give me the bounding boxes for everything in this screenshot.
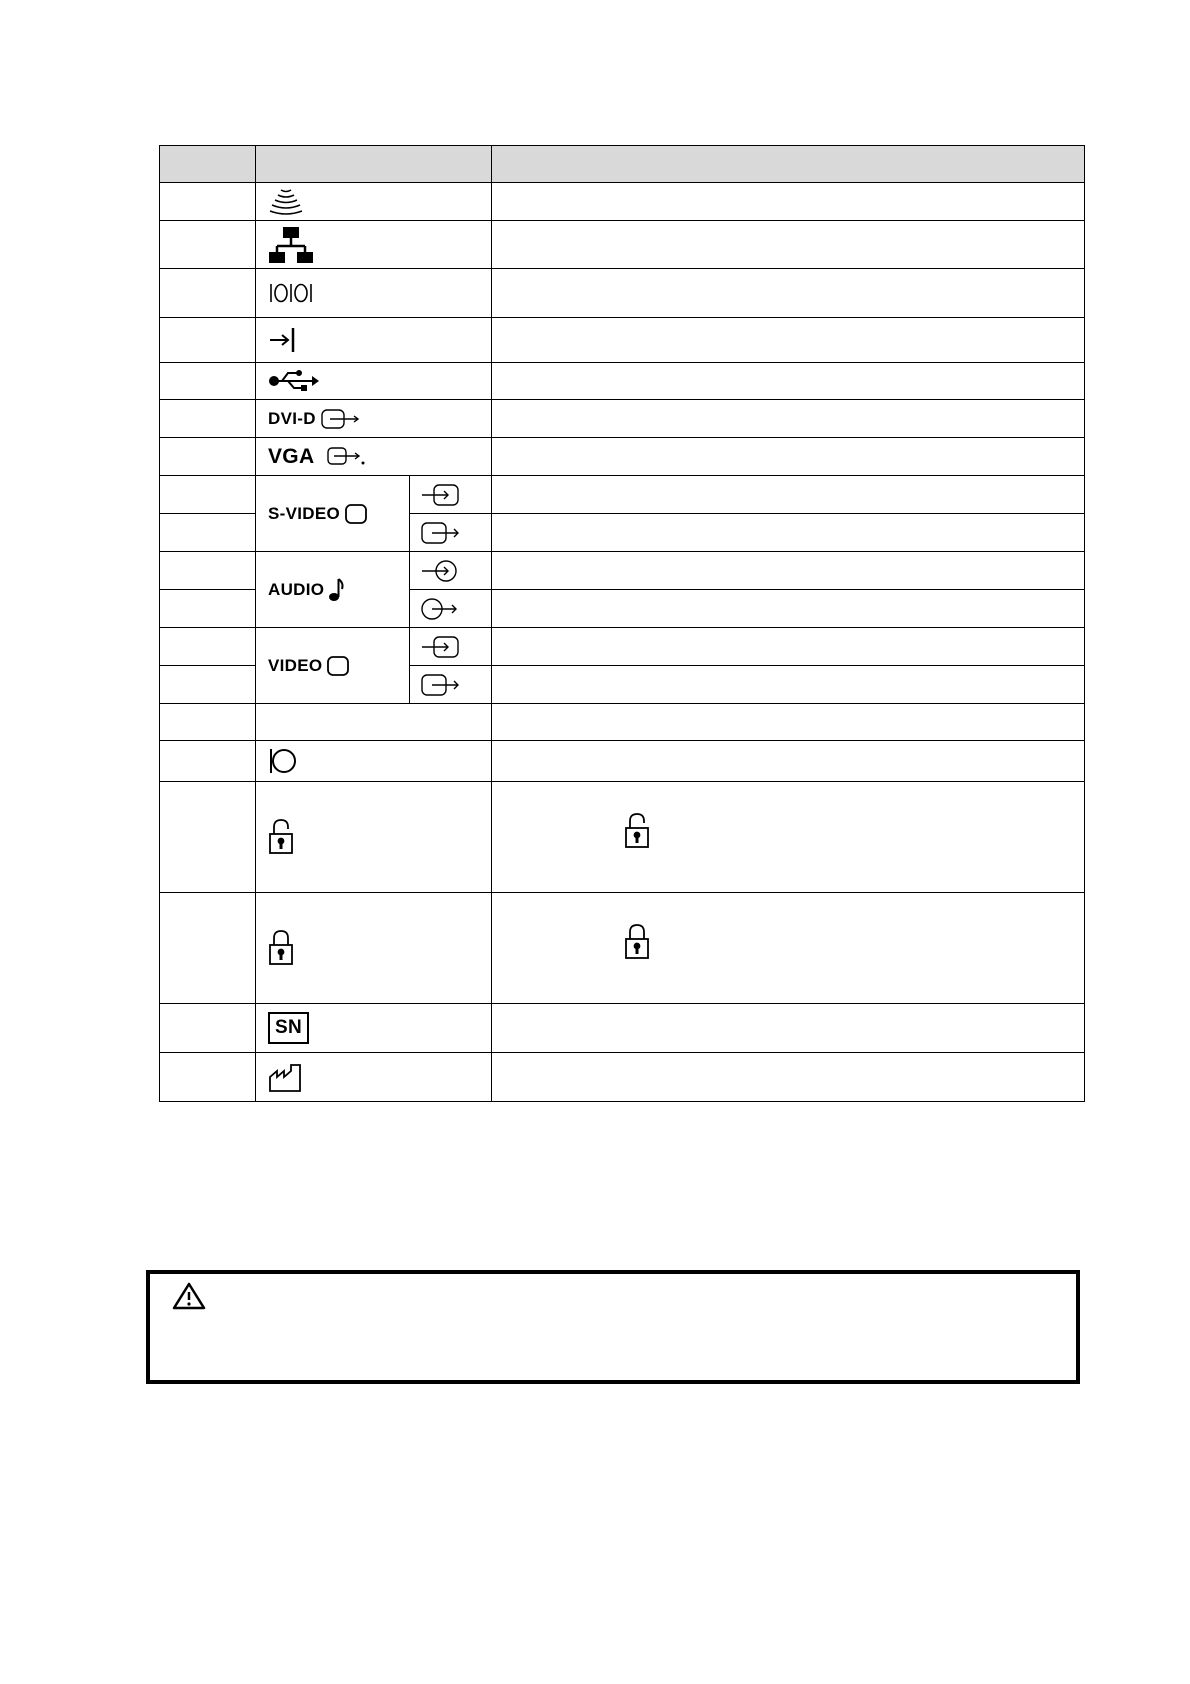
row-number-cell — [160, 741, 256, 782]
description-cell — [492, 782, 1085, 893]
table-row — [160, 628, 1085, 666]
description-cell — [492, 704, 1085, 741]
table-header-row — [160, 146, 1085, 183]
description-cell — [492, 628, 1085, 666]
usb-icon — [268, 369, 320, 393]
row-number-cell — [160, 628, 256, 666]
symbol-cell — [256, 363, 492, 400]
symbol-cell — [256, 318, 492, 363]
symbol-cell — [256, 400, 492, 438]
row-number-cell — [160, 552, 256, 590]
output-symbol-cell — [410, 666, 492, 704]
row-number-cell — [160, 363, 256, 400]
row-number-cell — [160, 400, 256, 438]
table-row — [160, 782, 1085, 893]
table-row — [160, 221, 1085, 269]
audio-input-icon — [420, 558, 460, 584]
row-number-cell — [160, 590, 256, 628]
monitor-icon — [344, 503, 368, 525]
video-output-icon — [326, 446, 366, 468]
symbol-cell — [256, 782, 492, 893]
row-number-cell — [160, 782, 256, 893]
description-cell — [492, 269, 1085, 318]
header-cell-description — [492, 146, 1085, 183]
description-cell — [492, 476, 1085, 514]
ultrasound-wave-icon — [268, 186, 304, 218]
header-cell-symbol — [256, 146, 492, 183]
unlock-icon — [268, 818, 296, 856]
symbol-cell — [256, 269, 492, 318]
table-row — [160, 552, 1085, 590]
symbol-cell — [256, 552, 410, 628]
power-socket-icon — [268, 747, 298, 775]
music-note-icon — [328, 577, 346, 603]
symbol-cell — [256, 183, 492, 221]
row-number-cell — [160, 221, 256, 269]
row-number-cell — [160, 318, 256, 363]
lock-icon — [624, 923, 652, 961]
row-number-cell — [160, 666, 256, 704]
monitor-icon — [326, 655, 350, 677]
vga-label: VGA — [268, 444, 315, 468]
row-number-cell — [160, 1053, 256, 1102]
remote-control-icon — [268, 326, 298, 354]
symbol-cell — [256, 628, 410, 704]
description-cell — [492, 552, 1085, 590]
table-row — [160, 269, 1085, 318]
table-row — [160, 704, 1085, 741]
input-symbol-cell — [410, 628, 492, 666]
description-cell — [492, 1004, 1085, 1053]
row-number-cell — [160, 1004, 256, 1053]
table-row — [160, 183, 1085, 221]
description-cell — [492, 666, 1085, 704]
symbol-cell — [256, 1053, 492, 1102]
video-label: VIDEO — [268, 655, 323, 675]
description-cell — [492, 400, 1085, 438]
row-number-cell — [160, 704, 256, 741]
io-port-icon — [268, 281, 326, 305]
symbol-cell — [256, 221, 492, 269]
table-row — [160, 400, 1085, 438]
unlock-icon — [624, 812, 652, 850]
header-cell-no — [160, 146, 256, 183]
row-number-cell — [160, 183, 256, 221]
output-symbol-cell — [410, 514, 492, 552]
symbol-cell — [256, 704, 492, 741]
description-cell — [492, 741, 1085, 782]
table-row — [160, 363, 1085, 400]
table-row — [160, 438, 1085, 476]
description-cell — [492, 318, 1085, 363]
table-row — [160, 476, 1085, 514]
symbol-cell — [256, 476, 410, 552]
warning-box — [146, 1270, 1080, 1384]
description-cell — [492, 1053, 1085, 1102]
description-cell — [492, 590, 1085, 628]
network-icon — [268, 226, 314, 264]
s-video-label: S-VIDEO — [268, 503, 341, 523]
description-cell — [492, 183, 1085, 221]
symbol-cell — [256, 741, 492, 782]
table-row — [160, 1004, 1085, 1053]
row-number-cell — [160, 476, 256, 514]
table-row — [160, 893, 1085, 1004]
description-cell — [492, 363, 1085, 400]
symbol-cell — [256, 893, 492, 1004]
warning-triangle-icon — [172, 1282, 206, 1310]
description-cell — [492, 221, 1085, 269]
input-symbol-cell — [410, 476, 492, 514]
symbol-table — [159, 145, 1085, 1102]
video-output-icon — [420, 521, 460, 545]
video-input-icon — [420, 483, 460, 507]
symbol-cell — [256, 1004, 492, 1053]
table-row — [160, 1053, 1085, 1102]
video-output-icon — [420, 673, 460, 697]
table-row — [160, 318, 1085, 363]
audio-label: AUDIO — [268, 579, 325, 599]
sn-label: SN — [275, 1017, 302, 1038]
description-cell — [492, 514, 1085, 552]
lock-icon — [268, 929, 296, 967]
description-cell — [492, 893, 1085, 1004]
description-cell — [492, 438, 1085, 476]
audio-output-icon — [420, 596, 460, 622]
symbol-cell — [256, 438, 492, 476]
row-number-cell — [160, 514, 256, 552]
serial-number-icon — [268, 1012, 309, 1044]
video-input-icon — [420, 635, 460, 659]
video-output-icon — [320, 407, 362, 431]
row-number-cell — [160, 438, 256, 476]
input-symbol-cell — [410, 552, 492, 590]
dvi-d-label: DVI-D — [268, 408, 316, 428]
row-number-cell — [160, 893, 256, 1004]
table-row — [160, 741, 1085, 782]
row-number-cell — [160, 269, 256, 318]
output-symbol-cell — [410, 590, 492, 628]
manufacture-date-icon — [268, 1061, 304, 1093]
